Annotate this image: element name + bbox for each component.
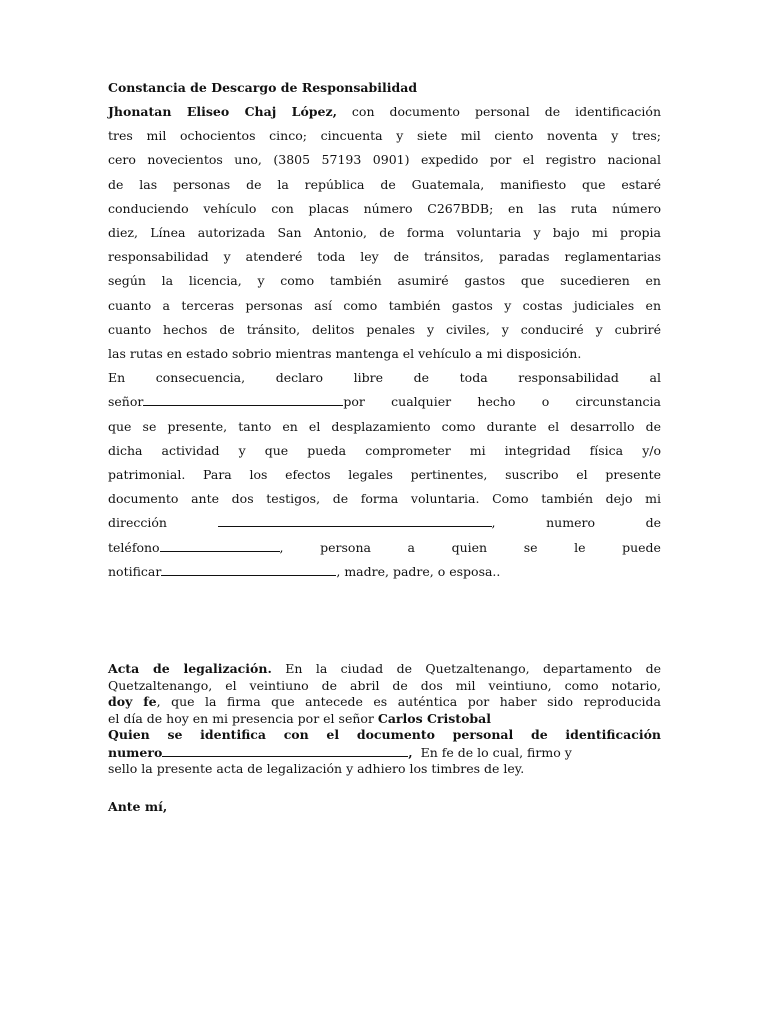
declaration-line: cero novecientos uno, (3805 57193 0901) expedido por el registro nacional <box>108 152 661 168</box>
doy-fe: doy fe <box>108 694 157 709</box>
declaration-line: diez, Línea autorizada San Antonio, de forma voluntaria y bajo mi propia <box>108 225 661 241</box>
blank-line-numero <box>162 744 408 757</box>
phone-field <box>108 540 284 555</box>
line-text: dirección <box>108 515 167 531</box>
line-text: numero <box>546 515 595 531</box>
declarant-name: Jhonatan Eliseo Chaj López, <box>108 104 337 119</box>
line-text: En fe de lo cual, firmo y <box>412 744 572 760</box>
line-text: puede <box>622 539 661 555</box>
acta-line <box>108 661 661 678</box>
acta-line <box>108 744 661 762</box>
acta-line <box>108 711 661 728</box>
declaration-line <box>108 390 661 414</box>
declaration-line: documento ante dos testigos, de forma voluntaria. Como también dejo mi <box>108 491 661 507</box>
legalization-act <box>108 661 661 778</box>
line-text: con documento personal de identificación <box>336 104 661 119</box>
blank-line-telefono <box>160 539 280 552</box>
line-text: , <box>491 515 496 531</box>
acta-line: Quien se identifica con el documento personal de identificación <box>108 727 661 742</box>
declaration-line <box>108 536 661 560</box>
declaration-paragraph <box>108 100 661 584</box>
ante-mi: Ante mí, <box>108 799 168 814</box>
line-text: por cualquier hecho o circunstancia <box>343 394 661 410</box>
line-text: quien <box>451 539 488 555</box>
declaration-line: según la licencia, y como también asumiré gastos que sucedieren en <box>108 273 661 289</box>
address-field <box>218 515 496 530</box>
line-text: , <box>408 744 413 760</box>
declaration-line: conduciendo vehículo con placas número C267BDB; en las ruta número <box>108 200 661 216</box>
document-title: Constancia de Descargo de Responsabilidad <box>108 80 418 95</box>
signer-name: Carlos Cristobal <box>377 710 492 726</box>
declaration-line <box>108 511 661 535</box>
declaration-line: patrimonial. Para los efectos legales pertinentes, suscribo el presente <box>108 467 661 483</box>
declaration-line: de las personas de la república de Guatemala, manifiesto que estaré <box>108 176 661 192</box>
declaration-line: dicha actividad y que pueda comprometer mi integridad física y/o <box>108 442 661 458</box>
blank-line-senor <box>143 393 343 406</box>
declaration-line: En consecuencia, declaro libre de toda responsabilidad al <box>108 370 661 386</box>
line-text: el día de hoy en mi presencia por el señor <box>108 710 378 726</box>
declaration-line: que se presente, tanto en el desplazamiento como durante el desarrollo de <box>108 418 661 434</box>
line-text: notificar <box>108 563 162 579</box>
declaration-line <box>108 100 661 124</box>
line-text: a <box>407 539 415 555</box>
declaration-line: las rutas en estado sobrio mientras mantenga el vehículo a mi disposición. <box>108 346 582 362</box>
declaration-line <box>108 560 661 584</box>
line-text: En la ciudad de Quetzaltenango, departamento de <box>271 661 661 676</box>
line-text: , <box>279 539 284 555</box>
declaration-line: cuanto hechos de tránsito, delitos penales y civiles, y conduciré y cubriré <box>108 321 661 337</box>
acta-heading: Acta de legalización. <box>108 661 272 676</box>
line-text: señor <box>108 394 144 410</box>
line-text: numero <box>108 744 163 760</box>
line-text: de <box>645 515 661 531</box>
line-text: persona <box>320 539 371 555</box>
line-text: se <box>523 539 538 555</box>
document-body <box>108 78 661 584</box>
line-text: le <box>574 539 586 555</box>
acta-line <box>108 694 661 711</box>
acta-line: sello la presente acta de legalización y adhiero los timbres de ley. <box>108 761 525 776</box>
line-text: , madre, padre, o esposa.. <box>336 563 501 579</box>
line-text: , que la firma que antecede es auténtica por haber sido reproducida <box>156 694 661 709</box>
declaration-line: responsabilidad y atenderé toda ley de tránsitos, paradas reglamentarias <box>108 249 661 265</box>
blank-line-notificar <box>161 563 336 576</box>
acta-line: Quetzaltenango, el veintiuno de abril de dos mil veintiuno, como notario, <box>108 677 661 693</box>
declaration-line: cuanto a terceras personas así como también gastos y costas judiciales en <box>108 297 661 313</box>
declaration-line: tres mil ochocientos cinco; cincuenta y siete mil ciento noventa y tres; <box>108 128 661 144</box>
blank-line-direccion <box>218 514 492 527</box>
line-text: teléfono <box>108 539 160 555</box>
